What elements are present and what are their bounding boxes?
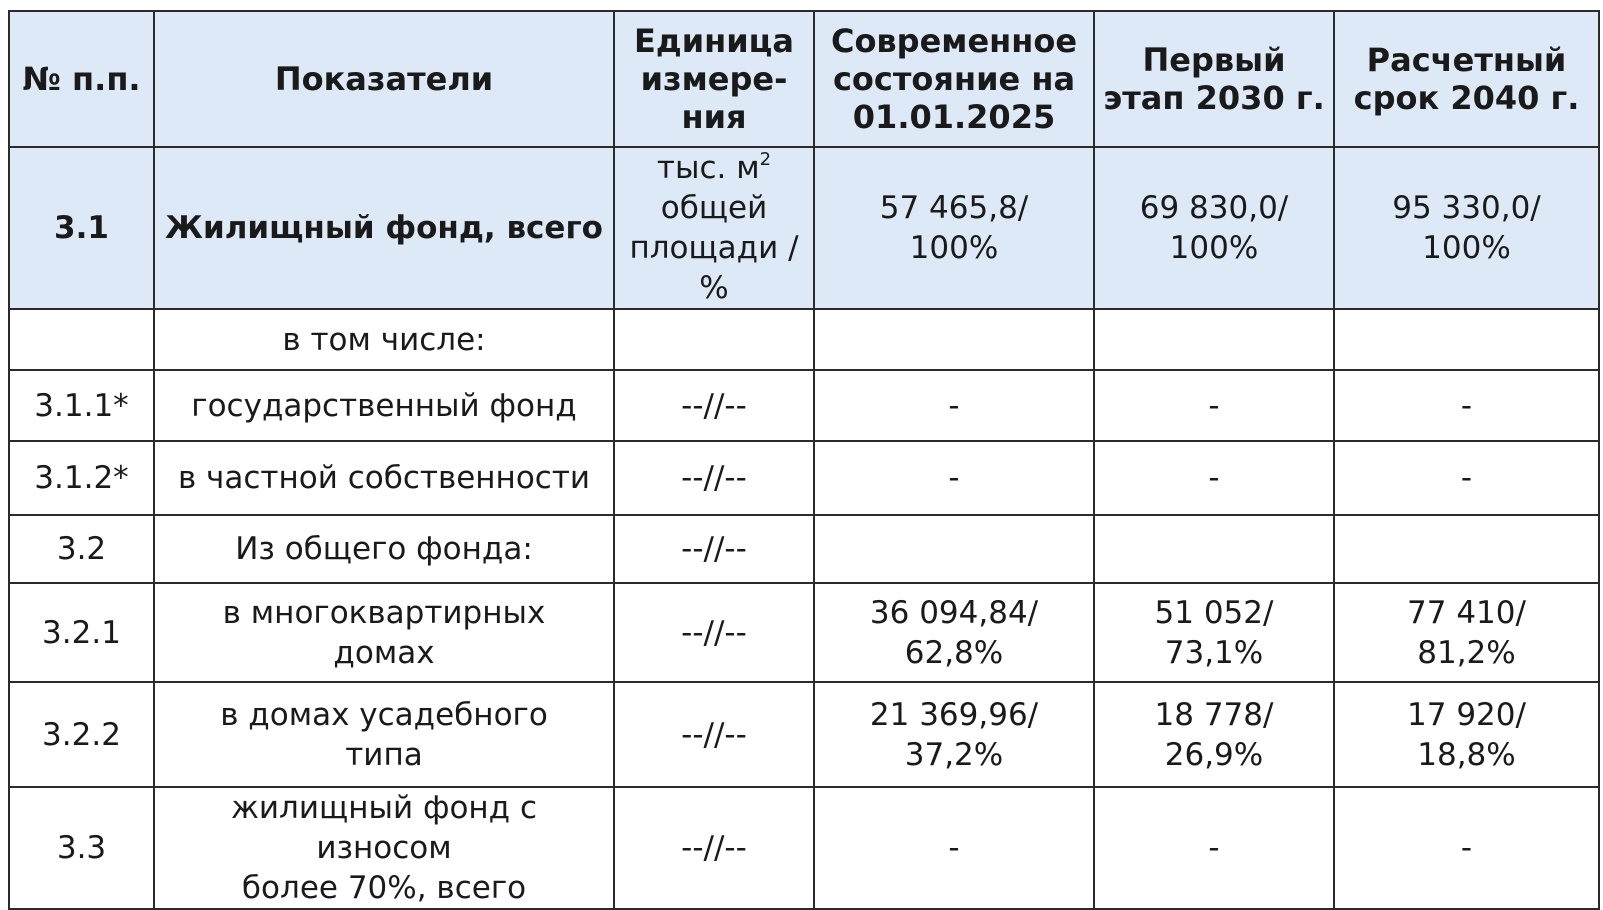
header-unit-line: ния	[681, 98, 747, 136]
name-line: жилищный фонд с износом	[230, 790, 538, 866]
name-line: в домах усадебного	[220, 696, 548, 733]
row-target: -	[1334, 441, 1599, 515]
row-current	[814, 682, 1094, 787]
row-current	[814, 309, 1094, 370]
header-current	[814, 11, 1094, 147]
value-line: 100%	[909, 230, 999, 266]
table-row	[9, 682, 1599, 787]
row-unit: --//--	[614, 682, 814, 787]
value-line: 69 830,0/	[1139, 190, 1289, 226]
header-target-line: Расчетный	[1366, 41, 1567, 79]
name-line: домах	[333, 634, 435, 671]
value-line: 95 330,0/	[1392, 190, 1541, 226]
row-num: 3.2.2	[9, 682, 154, 787]
table-row	[9, 787, 1599, 909]
value-line: 100%	[1422, 230, 1511, 266]
header-current-line: состояние на	[832, 60, 1076, 98]
row-name: государственный фонд	[154, 370, 614, 441]
name-line: более 70%, всего	[241, 870, 527, 906]
row-name	[154, 682, 614, 787]
header-unit-line: Единица	[634, 22, 794, 60]
value-line: 18,8%	[1417, 736, 1516, 773]
unit-text: тыс. м	[656, 150, 760, 186]
table-row	[9, 441, 1599, 515]
row-name	[154, 787, 614, 909]
row-unit: --//--	[614, 583, 814, 682]
row-unit: --//--	[614, 441, 814, 515]
unit-line: общей	[660, 190, 768, 226]
header-stage1-line: этап 2030 г.	[1103, 79, 1325, 117]
row-target: -	[1334, 370, 1599, 441]
row-stage1	[1094, 147, 1334, 309]
row-unit	[614, 147, 814, 309]
header-target-line: срок 2040 г.	[1353, 79, 1580, 117]
header-row	[9, 11, 1599, 147]
header-target	[1334, 11, 1599, 147]
unit-line: площади / %	[629, 230, 799, 306]
row-stage1	[1094, 515, 1334, 583]
row-num: 3.1.2*	[9, 441, 154, 515]
row-current	[814, 147, 1094, 309]
table-row	[9, 370, 1599, 441]
header-unit-line: измере-	[640, 60, 788, 98]
row-stage1	[1094, 583, 1334, 682]
value-line: 18 778/	[1154, 696, 1274, 733]
row-target	[1334, 147, 1599, 309]
row-stage1	[1094, 682, 1334, 787]
unit-line	[623, 148, 805, 188]
row-current: -	[814, 441, 1094, 515]
row-stage1	[1094, 309, 1334, 370]
row-target	[1334, 583, 1599, 682]
header-stage1-line: Первый	[1142, 41, 1286, 79]
row-name: в частной собственности	[154, 441, 614, 515]
row-unit: --//--	[614, 370, 814, 441]
header-stage1	[1094, 11, 1334, 147]
value-line: 17 920/	[1407, 696, 1526, 733]
value-line: 51 052/	[1154, 594, 1274, 631]
row-target	[1334, 309, 1599, 370]
row-name: Жилищный фонд, всего	[154, 147, 614, 309]
header-current-line: Современное	[830, 22, 1078, 60]
row-num	[9, 309, 154, 370]
row-name	[154, 583, 614, 682]
row-num: 3.2	[9, 515, 154, 583]
row-current: -	[814, 370, 1094, 441]
row-num: 3.1.1*	[9, 370, 154, 441]
value-line: 100%	[1169, 230, 1259, 266]
value-line: 62,8%	[904, 634, 1004, 671]
unit-superscript: 2	[759, 149, 772, 170]
table-row	[9, 309, 1599, 370]
name-line: типа	[345, 736, 423, 773]
row-stage1: -	[1094, 787, 1334, 909]
value-line: 21 369,96/	[869, 696, 1039, 733]
value-line: 26,9%	[1164, 736, 1264, 773]
header-num: № п.п.	[9, 11, 154, 147]
value-line: 77 410/	[1407, 594, 1526, 631]
row-stage1: -	[1094, 441, 1334, 515]
row-stage1: -	[1094, 370, 1334, 441]
row-num: 3.3	[9, 787, 154, 909]
header-unit	[614, 11, 814, 147]
row-current	[814, 515, 1094, 583]
header-current-line: 01.01.2025	[852, 98, 1056, 136]
value-line: 37,2%	[904, 736, 1004, 773]
row-num: 3.1	[9, 147, 154, 309]
row-current: -	[814, 787, 1094, 909]
table-row	[9, 147, 1599, 309]
header-indicator: Показатели	[154, 11, 614, 147]
table-row	[9, 583, 1599, 682]
row-name: в том числе:	[154, 309, 614, 370]
housing-stock-table	[8, 10, 1600, 910]
table-row	[9, 515, 1599, 583]
row-current	[814, 583, 1094, 682]
row-target	[1334, 682, 1599, 787]
value-line: 36 094,84/	[869, 594, 1039, 631]
value-line: 73,1%	[1164, 634, 1264, 671]
row-unit	[614, 309, 814, 370]
row-target: -	[1334, 787, 1599, 909]
value-line: 57 465,8/	[879, 190, 1029, 226]
row-target	[1334, 515, 1599, 583]
row-unit: --//--	[614, 515, 814, 583]
name-line: в многоквартирных	[222, 594, 546, 631]
value-line: 81,2%	[1417, 634, 1516, 671]
row-name: Из общего фонда:	[154, 515, 614, 583]
row-num: 3.2.1	[9, 583, 154, 682]
row-unit: --//--	[614, 787, 814, 909]
